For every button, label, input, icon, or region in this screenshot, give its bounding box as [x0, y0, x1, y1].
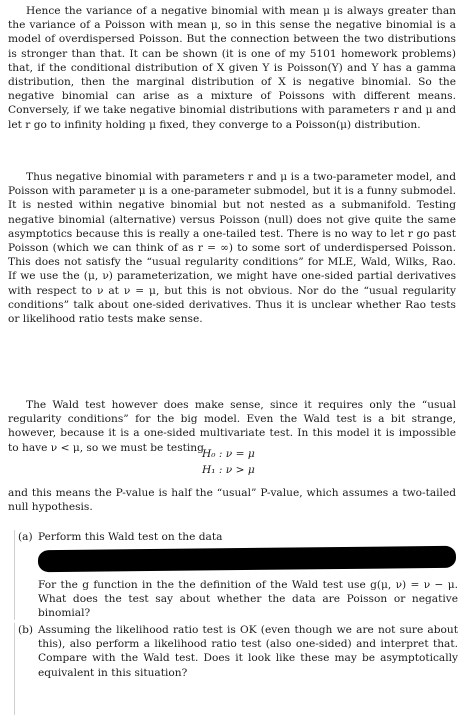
part-a-marker: (a)	[18, 531, 33, 543]
question-part-b	[18, 623, 458, 680]
part-b-marker: (b)	[18, 624, 34, 636]
paragraph-text: and this means the P-value is half the “usual” P-value, which assumes a two-tailed null hypothesis.	[8, 487, 456, 514]
null-hypothesis-equation: H₀ : ν = μ	[202, 448, 255, 460]
redaction-bar	[38, 546, 456, 572]
part-b-bracket	[14, 623, 15, 715]
paragraph-text: Thus negative binomial with parameters r and μ is a two-parameter model, and Poisson with parameter μ is a one-parameter submodel, but it is a funny submodel. It is nested within negative binomial but not nested as a submanifold. Testing negative binomial (alternative) versus Poisson (null) does not give quite the same asymptotics because this is really a one-tailed test. There is no way to let r go past Poisson (which we can think of as r = ∞) to some sort of underdispersed Poisson. This does not satisfy the “usual regularity conditions” for MLE, Wald, Wilks, Rao. If we use the (μ, ν) parameterization, we might have one-sided partial derivatives with respect to ν at ν = μ, but this is not obvious. Nor do the “usual regularity conditions” talk about one-sided derivatives. Thus it is unclear whether Rao tests or likelihood ratio tests make sense.	[8, 171, 456, 326]
part-a-text: Perform this Wald test on the data	[38, 531, 223, 543]
part-b-text: Assuming the likelihood ratio test is OK (even though we are not sure about this), also perform a likelihood ratio test (also one-sided) and interpret that. Compare with the Wald test. Does it look like these may be asymptotically equivalent in this situation?	[38, 624, 458, 679]
part-a-instructions: For the g function in the the definition of the Wald test use g(μ, ν) = ν − μ. What does the test say about whether the data are Poisson or negative binomial?	[38, 579, 458, 620]
paragraph-text: Hence the variance of a negative binomial with mean μ is always greater than the variance of a Poisson with mean μ, so in this sense the negative binomial is a model of overdispersed Poisson. But the connection between the two distributions is stronger than that. It can be shown (it is one of my 5101 homework problems) that, if the conditional distribution of X given Y is Poisson(Y) and Y has a gamma distribution, then the marginal distribution of X is negative binomial. So the negative binomial can arise as a mixture of Poissons with different means. Conversely, if we take negative binomial distributions with parameters r and μ and let r go to infinity holding μ fixed, they converge to a Poisson(μ) distribution.	[8, 5, 456, 131]
alternative-hypothesis-equation: H₁ : ν > μ	[202, 464, 255, 476]
paragraph-submodel	[8, 170, 456, 326]
paragraph-p-value	[8, 486, 456, 514]
paragraph-overdispersion	[8, 4, 456, 132]
paragraph-text: The Wald test however does make sense, since it requires only the “usual regularity conditions” for the big model. Even the Wald test is a bit strange, however, because it is a one-sided multivariate test. In this model it is impossible to have ν < μ, so we must be testing	[8, 399, 456, 454]
part-a-bracket	[14, 530, 15, 620]
question-part-a	[18, 530, 458, 544]
